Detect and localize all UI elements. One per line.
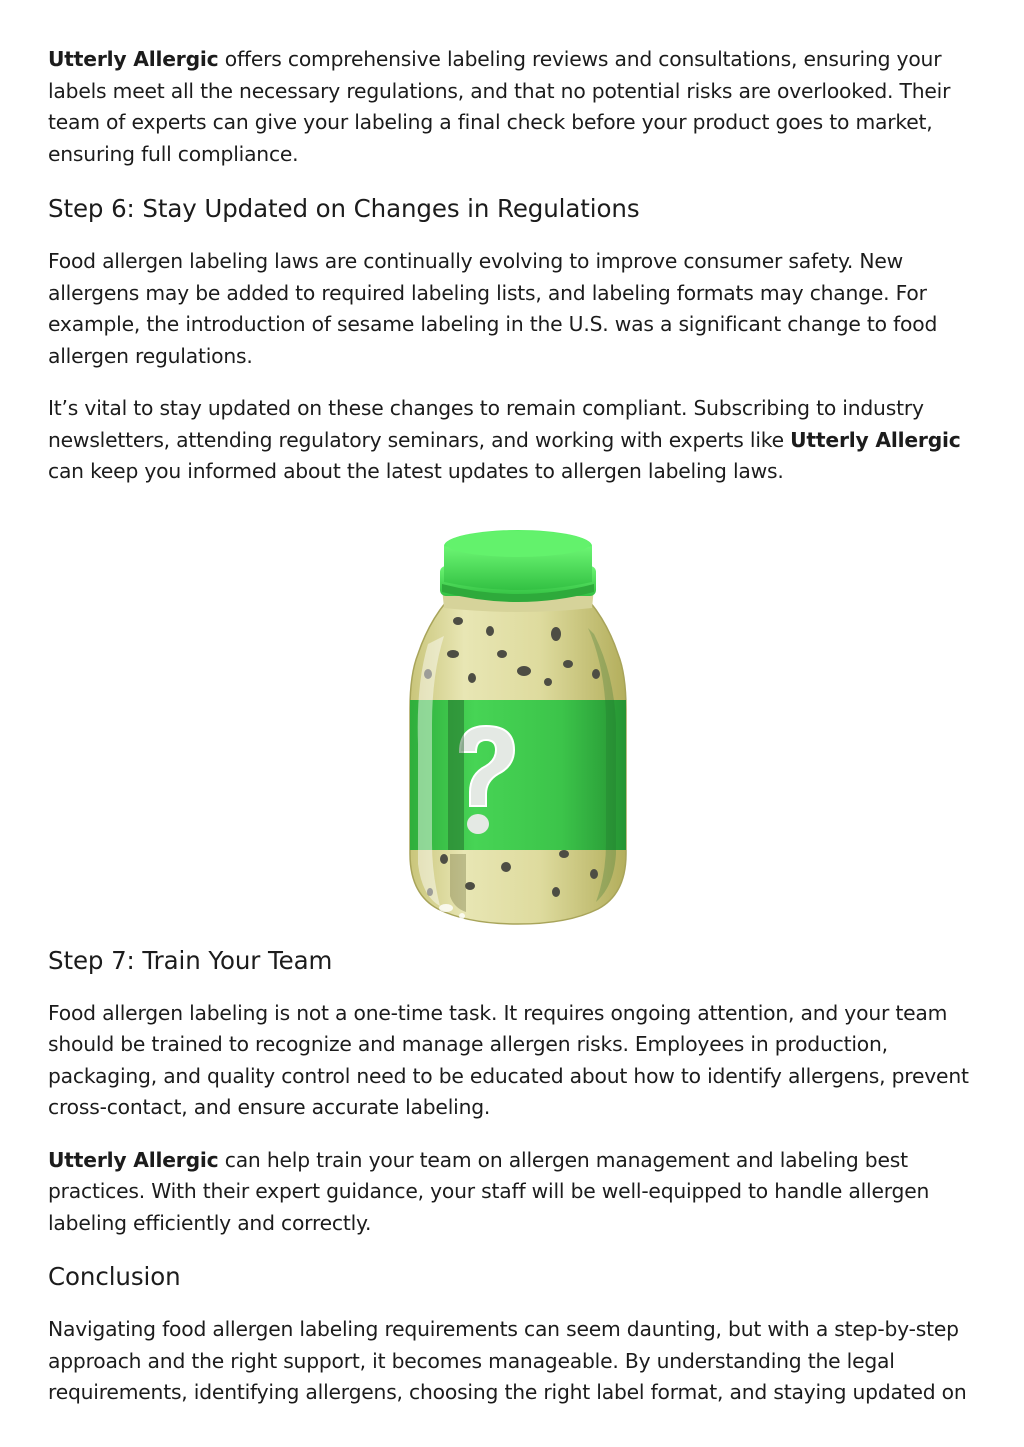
intro-paragraph xyxy=(48,44,988,170)
step6-heading: Step 6: Stay Updated on Changes in Regulations xyxy=(48,194,640,223)
conclusion-paragraph: Navigating food allergen labeling requirements can seem daunting, but with a step-by-step approach and the right support, it becomes manageable. By understanding the legal requirements, identifying allergens, choosing the right label format, and staying updated on xyxy=(48,1317,967,1404)
step6-paragraph-1: Food allergen labeling laws are continually evolving to improve consumer safety. New allergens may be added to required labeling lists, and labeling formats may change. For example, the introduction of sesame labeling in the U.S. was a significant change to food allergen regulations. xyxy=(48,249,938,368)
jar-illustration xyxy=(48,524,988,926)
step6-p2-text-a: It’s vital to stay updated on these changes to remain compliant. Subscribing to industry newsletters, attending regulatory seminars, and working with experts like xyxy=(48,396,924,452)
step6-paragraph-2 xyxy=(48,393,988,488)
article-body xyxy=(48,44,988,1409)
intro-text: offers comprehensive labeling reviews and consultations, ensuring your labels meet all the necessary regulations, and that no potential risks are overlooked. Their team of experts can give your labeling a final check before your product goes to market, ensuring full compliance. xyxy=(48,47,951,166)
question-jar-image xyxy=(388,524,648,926)
brand-name: Utterly Allergic xyxy=(48,1147,219,1172)
brand-name: Utterly Allergic xyxy=(48,47,219,71)
step7-heading: Step 7: Train Your Team xyxy=(48,945,333,975)
step7-p2-text: can help train your team on allergen management and labeling best practices. With their expert guidance, your staff will be well-equipped to handle allergen labeling efficiently and correctly. xyxy=(48,1147,930,1235)
step6-p2-text-b: can keep you informed about the latest updates to allergen labeling laws. xyxy=(48,459,784,483)
brand-name: Utterly Allergic xyxy=(790,427,961,452)
step7-paragraph-1: Food allergen labeling is not a one-time task. It requires ongoing attention, and your team should be trained to recognize and manage allergen risks. Employees in production, packaging, and quality control need to be educated about how to identify allergens, prevent cross-contact, and ensure accurate labeling. xyxy=(48,1000,969,1119)
conclusion-heading: Conclusion xyxy=(48,1262,181,1291)
step7-paragraph-2 xyxy=(48,1145,988,1240)
